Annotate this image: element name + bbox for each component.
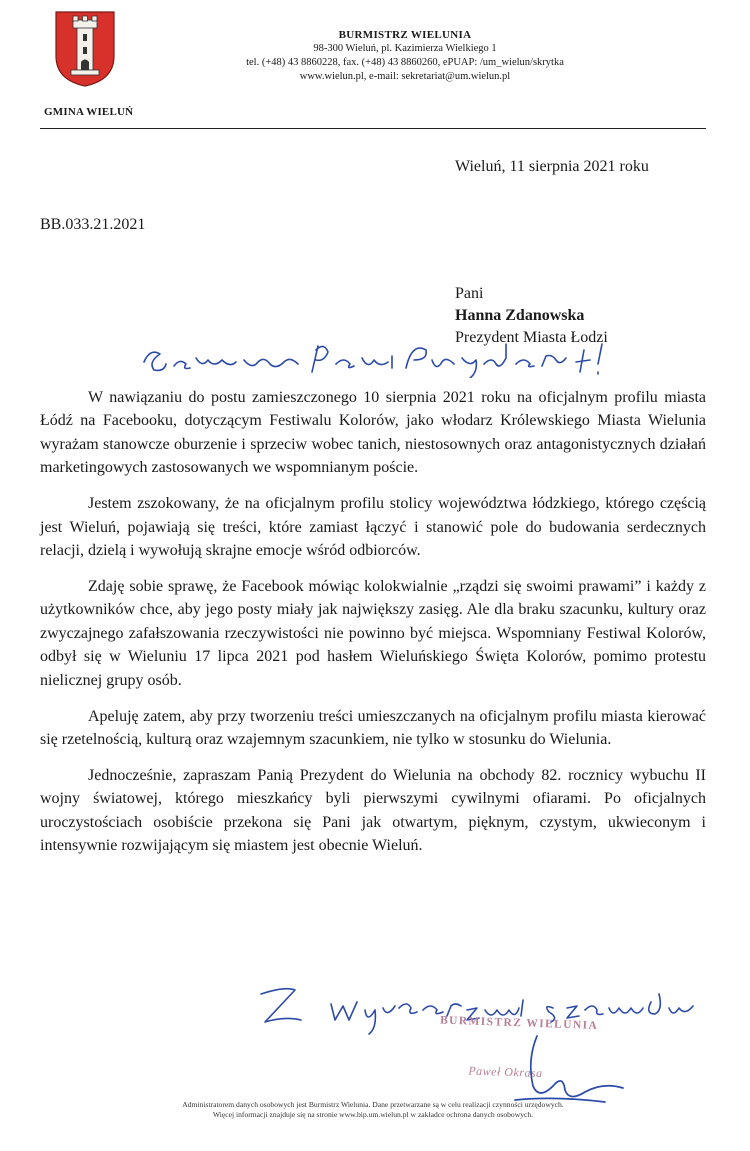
body-paragraph: W nawiązaniu do postu zamieszczonego 10 sierpnia 2021 roku na oficjalnym profilu miasta Łódź na Facebooku, dotyczącym Festiwalu Kolorów, jako włodarz Królewskiego Miasta Wielunia wyrażam stanowcze oburzenie i sprzeciw wobec tanich, niestosownych oraz antagonistycznych działań marketingowych zastosowanych we wspomnianym poście. — [40, 389, 706, 477]
footer-gdpr-note — [40, 1100, 706, 1120]
handwritten-greeting — [140, 338, 610, 378]
letterhead-office: BURMISTRZ WIELUNIA — [338, 29, 472, 41]
letterhead-web: www.wielun.pl, e-mail: sekretariat@um.wielun.pl — [299, 71, 511, 82]
signature — [455, 1030, 645, 1110]
stamp-name: Paweł Okrasa — [468, 1063, 543, 1081]
body-paragraph: Zdaję sobie sprawę, że Facebook mówiąc kolokwialnie „rządzi się swoimi prawami” i każdy z użytkowników chce, aby jego posty miały jak największy zasięg. Ale dla braku szacunku, kultury oraz zwyczajnego zafałszowania rzeczywistości nie powinno być miejsca. Wspomniany Festiwal Kolorów, odbył się w Wieluniu 17 lipca 2021 pod hasłem Wieluńskiego Święta Kolorów, pomimo protestu nielicznej grupy osób. — [40, 578, 706, 689]
letterhead-contact: tel. (+48) 43 8860228, fax. (+48) 43 8860260, ePUAP: /um_wielun/skrytka — [246, 57, 564, 68]
municipality-name: GMINA WIELUŃ — [44, 106, 134, 118]
body-paragraph: Jestem zszokowany, że na oficjalnym profilu stolicy województwa łódzkiego, którego częścią jest Wieluń, pojawiają się treści, które zamiast łączyć i stanowić pole do budowania serdecznych relacji, dzielą i wywołują skrajne emocje wśród odbiorców. — [40, 495, 706, 560]
letter-date: Wieluń, 11 sierpnia 2021 roku — [455, 158, 649, 175]
reference-number: BB.033.21.2021 — [40, 216, 146, 233]
letterhead-address: 98-300 Wieluń, pl. Kazimierza Wielkiego 1 — [313, 43, 497, 54]
header-divider — [40, 128, 706, 129]
footer-line-1: Administratorem danych osobowych jest Burmistrz Wielunia. Dane przetwarzane są w celu realizacji czynności urzędowych. — [182, 1100, 564, 1109]
stamp-office: BURMISTRZ WIELUNIA — [439, 1014, 599, 1033]
letterhead — [190, 28, 620, 84]
recipient-salutation: Pani — [455, 285, 484, 302]
body-paragraph: Apeluję zatem, aby przy tworzeniu treści umieszczanych na oficjalnym profilu miasta kierować się rzetelnością, kulturą oraz wzajemnym szacunkiem, nie tylko w stosunku do Wielunia. — [40, 707, 706, 749]
tower-crest-icon — [54, 10, 116, 88]
letter-body — [40, 386, 706, 870]
body-paragraph: Jednocześnie, zapraszam Panią Prezydent do Wielunia na obchody 82. rocznicy wybuchu II wojny światowej, którego mieszkańcy byli pierwszymi cywilnymi ofiarami. Po oficjalnych uroczystościach osobiście przekona się Pani jak otwartym, pięknym, czystym, ukwieconym i intensywnie rozwijającym się miastem jest obecnie Wieluń. — [40, 767, 706, 855]
recipient-title: Prezydent Miasta Łodzi — [455, 329, 608, 346]
recipient-name: Hanna Zdanowska — [455, 307, 585, 324]
footer-line-2: Więcej informacji znajduje się na stronie www.bip.um.wielun.pl w zakładce ochrona danych osobowych. — [212, 1110, 534, 1119]
